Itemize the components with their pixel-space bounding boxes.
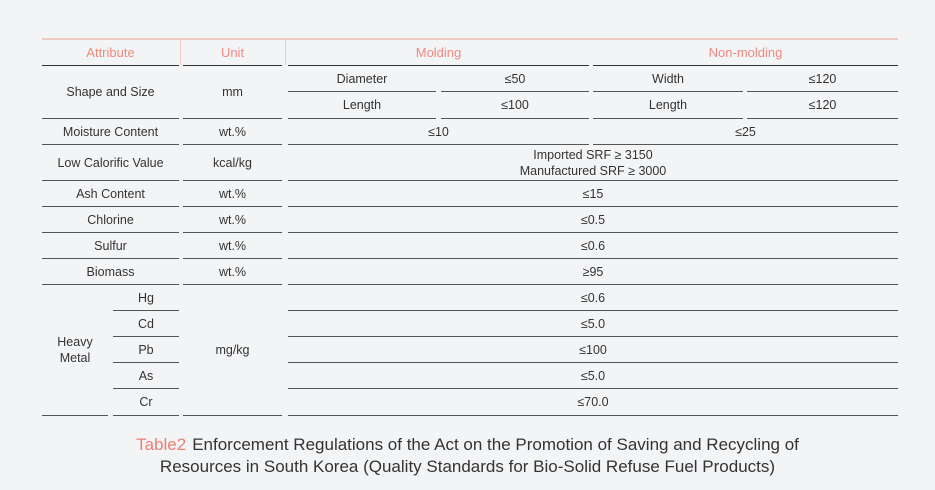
- biomass-value: ≥95: [288, 259, 898, 285]
- row-label-ash: Ash Content: [42, 181, 179, 207]
- metal-name-cr: Cr: [113, 389, 179, 416]
- row-label-sulfur: Sulfur: [42, 233, 179, 259]
- caption-tag: Table2: [136, 435, 187, 454]
- caption-text-1: Enforcement Regulations of the Act on the Promotion of Saving and Recycling of: [192, 435, 799, 454]
- metal-value-cd: ≤5.0: [288, 311, 898, 337]
- table-body: [42, 66, 898, 416]
- unit-calorific: kcal/kg: [183, 145, 282, 181]
- row-label-chlorine: Chlorine: [42, 207, 179, 233]
- molding-length-value: ≤100: [441, 92, 589, 119]
- molding-moisture-value: ≤10: [288, 119, 589, 145]
- unit-ash: wt.%: [183, 181, 282, 207]
- non-molding-length-label: Length: [593, 92, 743, 119]
- heavy-metal-label-line1: Heavy: [57, 335, 93, 349]
- header-molding: Molding: [288, 40, 589, 66]
- metal-value-pb: ≤100: [288, 337, 898, 363]
- sulfur-value: ≤0.6: [288, 233, 898, 259]
- row-label-biomass: Biomass: [42, 259, 179, 285]
- metal-name-as: As: [113, 363, 179, 389]
- molding-length-label: Length: [288, 92, 436, 119]
- non-molding-width-value: ≤120: [747, 66, 898, 92]
- header-attribute: Attribute: [42, 40, 179, 66]
- quality-standards-table: [42, 38, 898, 409]
- unit-chlorine: wt.%: [183, 207, 282, 233]
- header-non-molding: Non-molding: [593, 40, 898, 66]
- table-header: [42, 38, 898, 67]
- metal-name-pb: Pb: [113, 337, 179, 363]
- calorific-value: [288, 145, 898, 181]
- header-unit: Unit: [183, 40, 282, 66]
- header-divider: [180, 40, 181, 65]
- unit-heavy-metal: mg/kg: [183, 285, 282, 416]
- metal-value-cr: ≤70.0: [288, 389, 898, 416]
- caption-line-1: [0, 434, 935, 456]
- calorific-imported: Imported SRF ≥ 3150: [533, 147, 653, 162]
- ash-value: ≤15: [288, 181, 898, 207]
- metal-value-as: ≤5.0: [288, 363, 898, 389]
- caption-line-2: Resources in South Korea (Quality Standards for Bio-Solid Refuse Fuel Products): [159, 457, 776, 476]
- calorific-manufactured: Manufactured SRF ≥ 3000: [519, 163, 667, 178]
- unit-shape: mm: [183, 66, 282, 119]
- metal-name-hg: Hg: [113, 285, 179, 311]
- row-label-shape: Shape and Size: [42, 66, 179, 119]
- heavy-metal-label-line2: Metal: [59, 351, 91, 365]
- table-caption: [0, 434, 935, 478]
- non-molding-width-label: Width: [593, 66, 743, 92]
- unit-biomass: wt.%: [183, 259, 282, 285]
- header-divider: [285, 40, 286, 65]
- non-molding-length-value: ≤120: [747, 92, 898, 119]
- chlorine-value: ≤0.5: [288, 207, 898, 233]
- metal-name-cd: Cd: [113, 311, 179, 337]
- metal-value-hg: ≤0.6: [288, 285, 898, 311]
- row-label-heavy-metal: [42, 285, 108, 416]
- non-molding-moisture-value: ≤25: [593, 119, 898, 145]
- row-label-moisture: Moisture Content: [42, 119, 179, 145]
- unit-moisture: wt.%: [183, 119, 282, 145]
- unit-sulfur: wt.%: [183, 233, 282, 259]
- molding-diameter-value: ≤50: [441, 66, 589, 92]
- molding-diameter-label: Diameter: [288, 66, 436, 92]
- row-label-calorific: Low Calorific Value: [42, 145, 179, 181]
